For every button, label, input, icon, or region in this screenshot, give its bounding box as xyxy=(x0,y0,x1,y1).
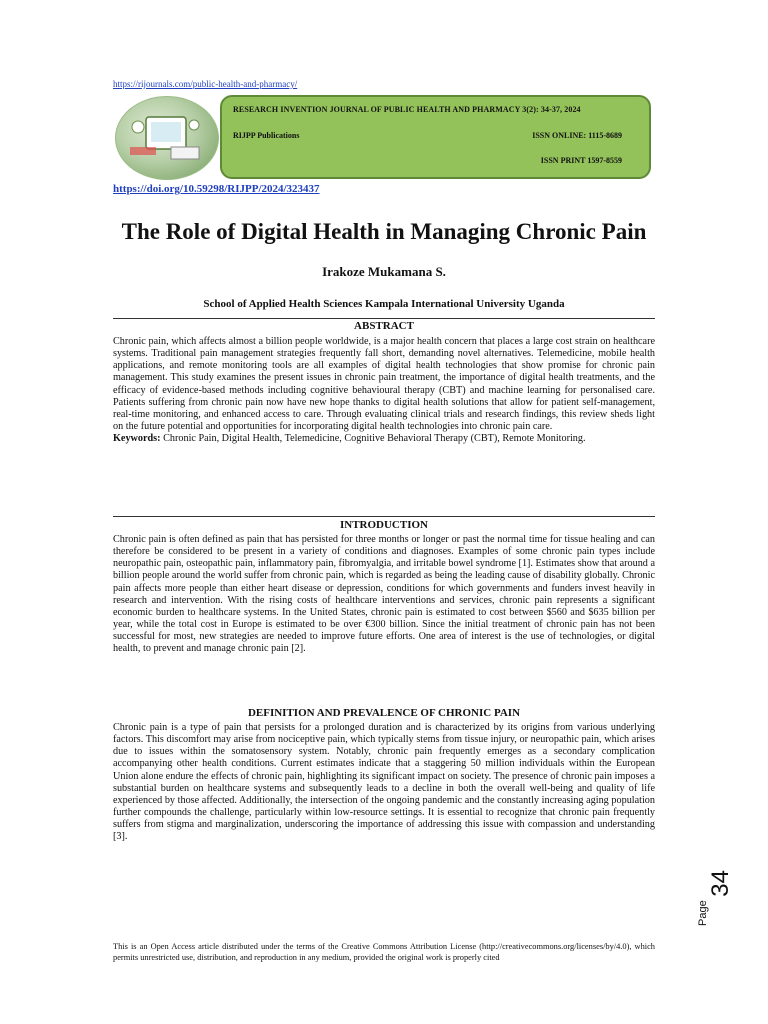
definition-text: Chronic pain is a type of pain that persists for a prolonged duration and is characterized by its origins from various underlying factors. This discomfort may arise from nociceptive pain, which typically stems from tissue injury, or neuropathic pain, which arises due to issues within the somatosensory system. Notably, chronic pain frequently emerges as a secondary complication accompanying other health conditions. Current estimates indicate that a staggering 50 million individuals within the European Union alone endure the effects of chronic pain, highlighting its significant impact on society. The presence of chronic pain imposes a substantial burden on healthcare systems and subsequently leads to a decline in both the overall well-being and quality of life experienced by those affected. Additionally, the intersection of the ongoing pandemic and the constantly increasing aging population further compounds the challenge, particularly within low-resource settings. It is essential to recognize that chronic pain frequently suffers from stigma and marginalization, underscoring the importance of addressing this issue with compassion and understanding [3]. xyxy=(113,722,655,843)
keywords-list: Chronic Pain, Digital Health, Telemedicine, Cognitive Behavioral Therapy (CBT), Remote Monitoring. xyxy=(163,433,586,445)
divider-line xyxy=(113,516,655,517)
issn-online: ISSN ONLINE: 1115-8689 xyxy=(532,131,622,140)
page-word: Page xyxy=(697,900,709,926)
journal-citation: RESEARCH INVENTION JOURNAL OF PUBLIC HEALTH AND PHARMACY 3(2): 34-37, 2024 xyxy=(233,105,581,114)
journal-logo xyxy=(115,96,219,180)
article-title: The Role of Digital Health in Managing Chronic Pain xyxy=(121,219,647,244)
page-number-label xyxy=(695,870,734,930)
logo-illustration xyxy=(116,97,218,179)
abstract-heading: ABSTRACT xyxy=(354,320,414,332)
keywords-label: Keywords: xyxy=(113,433,161,445)
journal-url-link[interactable]: https://rijournals.com/public-health-and-pharmacy/ xyxy=(113,79,298,89)
divider-line xyxy=(113,318,655,319)
definition-heading: DEFINITION AND PREVALENCE OF CHRONIC PAIN xyxy=(247,707,521,719)
doi-link[interactable]: https://doi.org/10.59298/RIJPP/2024/323437 xyxy=(113,183,320,195)
publisher-name: RIJPP Publications xyxy=(233,131,300,140)
introduction-heading: INTRODUCTION xyxy=(339,519,428,531)
license-footer: This is an Open Access article distributed under the terms of the Creative Commons Attribution License (http://creativecommons.org/licenses/by/4.0), which permits unrestricted use, distribution, and reproduction in any medium, provided the original work is properly cited xyxy=(113,942,655,962)
abstract-text xyxy=(113,336,655,445)
page-number: 34 xyxy=(707,870,734,897)
article-author: Irakoze Mukamana S. xyxy=(322,264,446,279)
introduction-text: Chronic pain is often defined as pain that has persisted for three months or longer or past the normal time for tissue healing and can therefore be considered to be present in a variety of conditions and diagnoses. Examples of some chronic pain types include neuropathic pain, osteopathic pain, inflammatory pain, fibromyalgia, and irritable bowel syndrome [1]. Estimates show that around a billion people around the world suffer from chronic pain, which is regarded as being the leading cause of disability globally. Chronic pain affects more people than either heart disease or depression, conditions for which governments and funders invest heavily in research and intervention. With the rising costs of healthcare interventions and services, chronic pain represents a significant economic burden to healthcare systems. In the United States, chronic pain is estimated to cost between $560 and $635 billion per year, while the total cost in Europe is estimated to be over €300 billion. Since the initial treatment of chronic pain has not been successful for most, new strategies are needed to improve future efforts. One area of interest is the use of technologies, or digital health, to prevent and manage chronic pain [2]. xyxy=(113,534,655,655)
author-affiliation: School of Applied Health Sciences Kampala International University Uganda xyxy=(203,298,565,310)
issn-print: ISSN PRINT 1597-8559 xyxy=(540,156,622,165)
abstract-body: Chronic pain, which affects almost a billion people worldwide, is a major health concern that places a large cost strain on healthcare systems. Traditional pain management strategies frequently fall short, demanding novel alternatives. Telemedicine, mobile health applications, and remote monitoring tools are all examples of digital health technologies that show promise for chronic pain management. This study examines the present issues in chronic pain treatment, the importance of digital health treatments, and the efficacy of evidence-based methods including cognitive behavioural therapy (CBT) and machine learning for personalised care. Patients suffering from chronic pain now have new hope thanks to digital health solutions that allow for patient self-management, real-time monitoring, and enhanced access to care. Through evaluating clinical trials and research findings, this review sheds light on the future potential and opportunities for incorporating digital health technologies into chronic pain care. xyxy=(113,336,655,433)
journal-info-box xyxy=(220,95,651,179)
